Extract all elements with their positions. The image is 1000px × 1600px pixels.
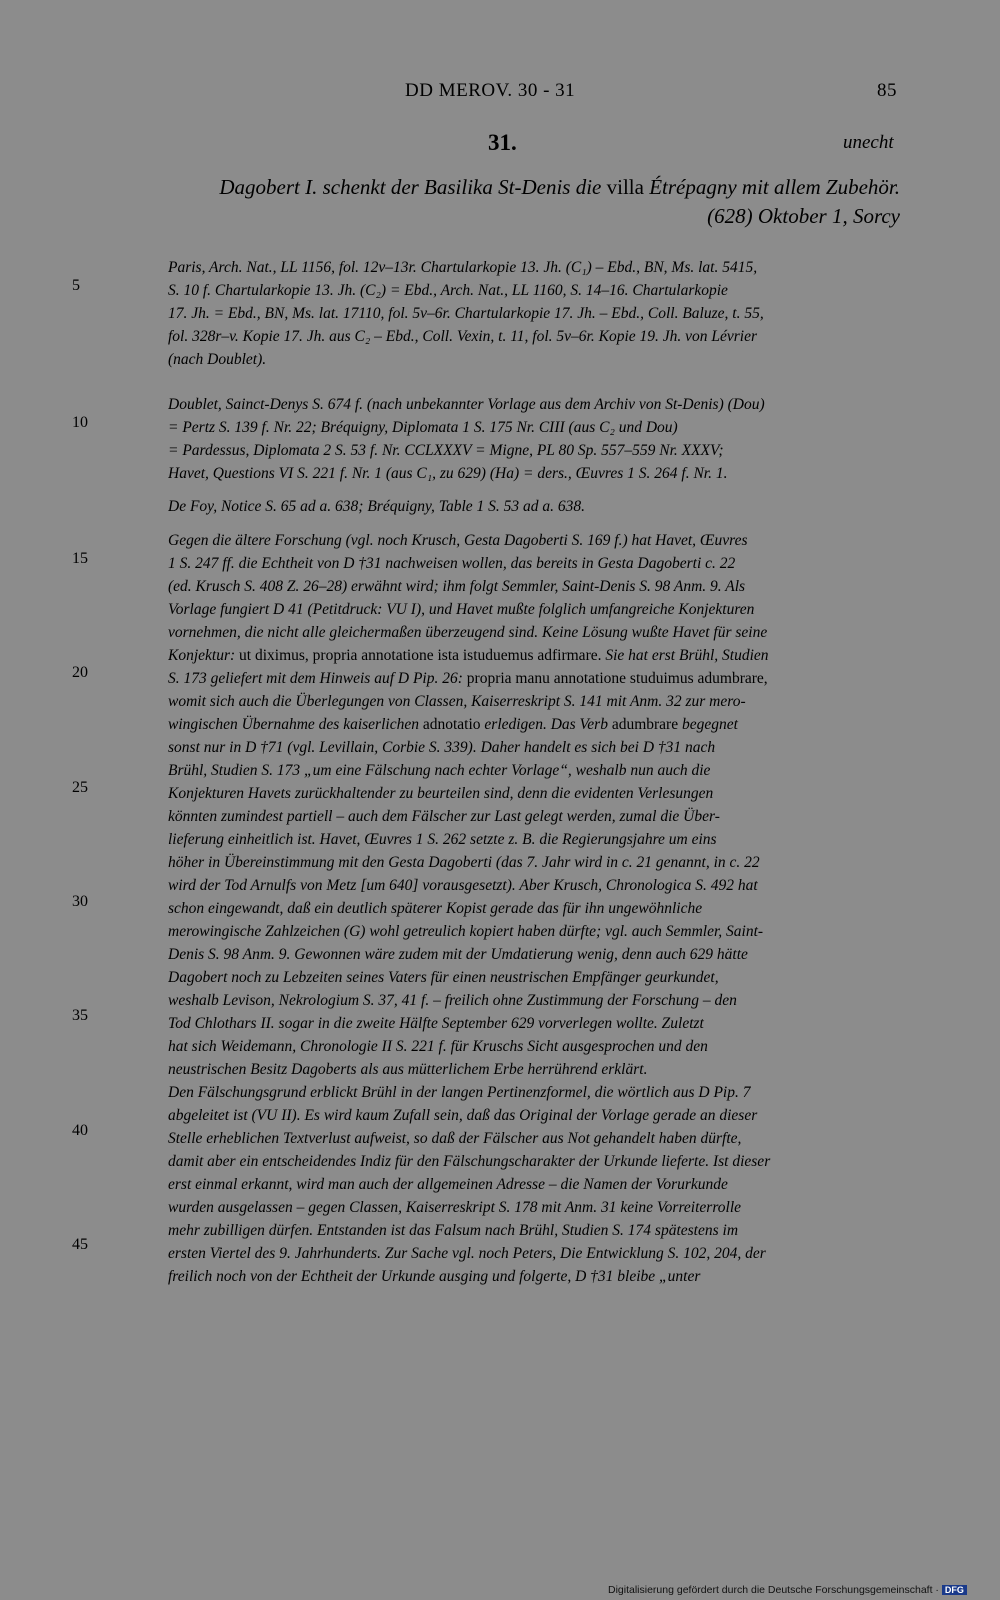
text-line: lieferung einheitlich ist. Havet, Œuvres 1 S. 262 setzte z. B. die Regierungsjahre um eins [168, 831, 717, 848]
text-line: Vorlage fungiert D 41 (Petitdruck: VU I), und Havet mußte folglich umfangreiche Konjekturen [168, 601, 755, 618]
title-part-c: Étrépagny mit allem Zubehör. [643, 175, 900, 199]
latin-quote: ut diximus, propria annotatione ista istuduemus adfirmare. [239, 647, 602, 664]
text-line: vornehmen, die nicht alle gleichermaßen überzeugend sind. Keine Lösung wußte Havet für seine [168, 624, 768, 641]
text-segment: begegnet [678, 716, 738, 733]
text-line: Konjekturen Havets zurückhaltender zu beurteilen sind, denn die evidenten Verlesungen [168, 785, 714, 802]
text-line: wird der Tod Arnulfs von Metz [um 640] vorausgesetzt). Aber Krusch, Chronologica S. 492 hat [168, 877, 758, 894]
text-line: freilich noch von der Echtheit der Urkunde ausging und folgerte, D †31 bleibe „unter [168, 1268, 701, 1285]
latin-quote: adnotatio [422, 716, 481, 733]
text-line: = Pardessus, Diplomata 2 S. 53 f. Nr. CCLXXXV = Migne, PL 80 Sp. 557–559 Nr. XXXV; [168, 442, 724, 459]
text-line: schon eingewandt, daß ein deutlich späterer Kopist gerade das für ihn ungewöhnliche [168, 900, 703, 917]
text-segment: S. 173 geliefert mit dem Hinweis auf D Pip. 26: [168, 670, 467, 687]
text-line: Stelle erheblichen Textverlust aufweist, so daß der Fälscher aus Not gehandelt haben dürfte, [168, 1130, 742, 1147]
text-line: damit aber ein entscheidendes Indiz für den Fälschungscharakter der Urkunde lieferte. Ist dieser [168, 1153, 771, 1170]
line-number: 25 [72, 779, 88, 796]
text-line: Doublet, Sainct-Denys S. 674 f. (nach unbekannter Vorlage aus dem Archiv von St-Denis) (Dou) [168, 396, 765, 413]
document-title [112, 173, 900, 202]
line-number: 15 [72, 550, 88, 567]
funding-notice [608, 1584, 967, 1596]
text-line: Dagobert noch zu Lebzeiten seines Vaters für einen neustrischen Empfänger geurkundet, [168, 969, 719, 986]
funding-text: Digitalisierung gefördert durch die Deutsche Forschungsgemeinschaft · [608, 1584, 939, 1596]
line-number: 35 [72, 1007, 88, 1024]
text-line: womit sich auch die Überlegungen von Classen, Kaiserreskript S. 141 mit Anm. 32 zur mero- [168, 693, 746, 710]
text-line: (nach Doublet). [168, 351, 267, 368]
text-line: abgeleitet ist (VU II). Es wird kaum Zufall sein, daß das Original der Vorlage gerade an dieser [168, 1107, 758, 1124]
text-line: höher in Übereinstimmung mit den Gesta Dagoberti (das 7. Jahr wird in c. 21 genannt, in c. 22 [168, 854, 760, 871]
line-number: 30 [72, 893, 88, 910]
text-line: sonst nur in D †71 (vgl. Levillain, Corbie S. 339). Daher handelt es sich bei D †31 nach [168, 739, 716, 756]
text-line: weshalb Levison, Nekrologium S. 37, 41 f. – freilich ohne Zustimmung der Forschung – den [168, 992, 737, 1009]
text-line: fol. 328r–v. Kopie 17. Jh. aus C₂ – Ebd., Coll. Vexin, t. 11, fol. 5v–6r. Kopie 19. Jh. von Lévrier [168, 328, 758, 345]
text-line: merowingische Zahlzeichen (G) wohl getreulich kopiert haben dürfte; vgl. auch Semmler, Saint- [168, 923, 764, 940]
text-line: Gegen die ältere Forschung (vgl. noch Krusch, Gesta Dagoberti S. 169 f.) hat Havet, Œuvres [168, 532, 748, 549]
text-line-mixed [168, 644, 912, 667]
text-line: S. 10 f. Chartularkopie 13. Jh. (C₂) = Ebd., Arch. Nat., LL 1160, S. 14–16. Chartularkopie [168, 282, 728, 299]
text-segment: Konjektur: [168, 647, 240, 664]
document-number: 31. [488, 130, 517, 155]
text-line: 17. Jh. = Ebd., BN, Ms. lat. 17110, fol. 5v–6r. Chartularkopie 17. Jh. – Ebd., Coll. Baluze, t. 55, [168, 305, 764, 322]
text-line: = Pertz S. 139 f. Nr. 22; Bréquigny, Diplomata 1 S. 175 Nr. CIII (aus C₂ und Dou) [168, 419, 678, 436]
text-line: Havet, Questions VI S. 221 f. Nr. 1 (aus C₁, zu 629) (Ha) = ders., Œuvres 1 S. 264 f. Nr. 1. [168, 465, 728, 482]
latin-quote: propria manu annotatione studuimus adumbrare, [466, 670, 768, 687]
line-number: 10 [72, 414, 88, 431]
document-date: (628) Oktober 1, Sorcy [707, 204, 900, 228]
text-line: neustrischen Besitz Dagoberts als aus mütterlichem Erbe herrührend erklärt. [168, 1061, 648, 1078]
text-line: De Foy, Notice S. 65 ad a. 638; Bréquigny, Table 1 S. 53 ad a. 638. [168, 498, 586, 515]
latin-quote: adumbrare [611, 716, 679, 733]
text-line: Brühl, Studien S. 173 „um eine Fälschung nach echter Vorlage“, weshalb nun auch die [168, 762, 711, 779]
text-line: (ed. Krusch S. 408 Z. 26–28) erwähnt wird; ihm folgt Semmler, Saint-Denis S. 98 Anm. 9. Als [168, 578, 746, 595]
line-number: 45 [72, 1236, 88, 1253]
text-segment: Sie hat erst Brühl, Studien [601, 647, 769, 664]
authenticity-status: unecht [843, 132, 894, 153]
text-line-mixed [168, 667, 912, 690]
text-line: Tod Chlothars II. sogar in die zweite Hälfte September 629 vorverlegen wollte. Zuletzt [168, 1015, 704, 1032]
text-line: könnten zumindest partiell – auch dem Fälscher zur Last gelegt werden, zumal die Über- [168, 808, 720, 825]
line-number: 5 [72, 277, 80, 294]
running-title: DD MEROV. 30 - 31 [405, 80, 576, 101]
text-line: 1 S. 247 ff. die Echtheit von D †31 nachweisen wollen, das bereits in Gesta Dagoberti c. 22 [168, 555, 736, 572]
text-segment: wingischen Übernahme des kaiserlichen [168, 716, 423, 733]
line-number: 40 [72, 1122, 88, 1139]
text-line: erst einmal erkannt, wird man auch der allgemeinen Adresse – die Namen der Vorurkunde [168, 1176, 728, 1193]
title-part-a: Dagobert I. schenkt der Basilika St-Denis die [219, 175, 607, 199]
text-line: ersten Viertel des 9. Jahrhunderts. Zur Sache vgl. noch Peters, Die Entwicklung S. 102, 204, der [168, 1245, 766, 1262]
page-number: 85 [877, 80, 897, 101]
text-segment: erledigen. Das Verb [480, 716, 612, 733]
text-line: Paris, Arch. Nat., LL 1156, fol. 12v–13r. Chartularkopie 13. Jh. (C₁) – Ebd., BN, Ms. lat. 5415, [168, 259, 758, 276]
text-line: Denis S. 98 Anm. 9. Gewonnen wäre zudem mit der Umdatierung wenig, denn auch 629 hätte [168, 946, 748, 963]
text-line: mehr zubilligen dürfen. Entstanden ist das Falsum nach Brühl, Studien S. 174 spätestens im [168, 1222, 739, 1239]
line-number: 20 [72, 664, 88, 681]
text-line-mixed [168, 713, 912, 736]
text-line: Den Fälschungsgrund erblickt Brühl in der langen Pertinenzformel, die wörtlich aus D Pip. 7 [168, 1084, 751, 1101]
title-part-villa: villa [606, 175, 644, 199]
text-line: hat sich Weidemann, Chronologie II S. 221 f. für Kruschs Sicht ausgesprochen und den [168, 1038, 708, 1055]
text-line: wurden ausgelassen – gegen Classen, Kaiserreskript S. 178 mit Anm. 31 keine Vorreiterrolle [168, 1199, 742, 1216]
dfg-logo: DFG [942, 1585, 967, 1595]
